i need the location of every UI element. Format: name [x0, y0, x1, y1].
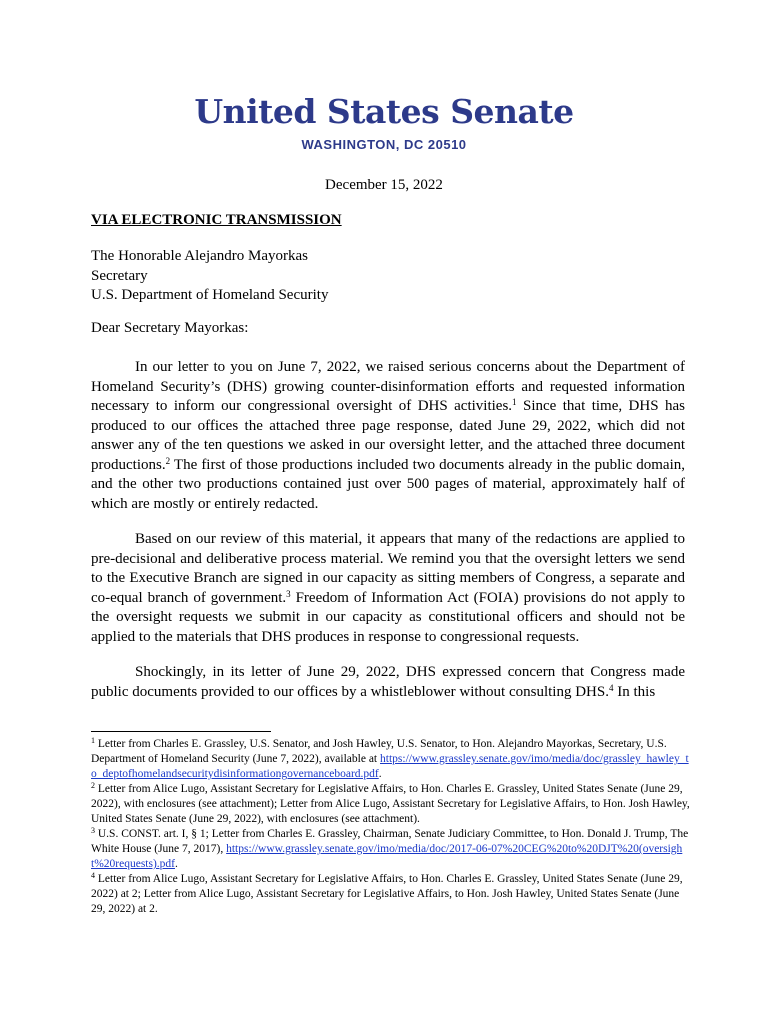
footnote-number: 2 — [91, 781, 95, 790]
footnote-text: Letter from Alice Lugo, Assistant Secretary for Legislative Affairs, to Hon. Charles E. Grassley, United States Senate (June 29, 2022), with enclosures (see attachment); Letter from Alice Lugo, Assistant Secretary for Legislative Affairs, to Hon. Josh Hawley, United States Senate (June 29, 2022), with enclosures (see attachment). — [91, 783, 690, 825]
footnote-ref[interactable]: 1 — [512, 397, 517, 407]
footnote-number: 4 — [91, 871, 95, 880]
footnote-number: 3 — [91, 826, 95, 835]
address-line: Secretary — [91, 267, 148, 284]
footnote-ref[interactable]: 4 — [608, 682, 614, 693]
footnote-number: 1 — [91, 736, 95, 745]
body-paragraph — [91, 530, 685, 647]
footnote-link[interactable]: https://www.grassley.senate.gov/imo/media/doc/2017-06-07%20CEG%20to%20DJT%20(oversight%20requests).pdf — [91, 843, 683, 870]
paragraph-text: Shockingly, in its letter of June 29, 2022, DHS expressed concern that Congress made public documents provided to our offices by a whistleblower without consulting DHS. — [91, 664, 685, 700]
footnote-1 — [91, 737, 691, 782]
footnote-2 — [91, 782, 691, 827]
paragraph-text: Based on our review of this material, it appears that many of the redactions are applied to pre-decisional and deliberative process material. We remind you that the oversight letters we send to the Executive Branch are signed in our capacity as sitting members of Congress, a separate and co-equal branch of government. — [91, 531, 685, 606]
footnote-text: . — [378, 768, 382, 780]
footnote-link[interactable]: https://www.grassley.senate.gov/imo/media/doc/grassley_hawley_to_deptofhomelandsecuritydisinformationgovernanceboard.pdf — [91, 753, 689, 780]
footnote-ref[interactable]: 2 — [165, 455, 171, 466]
paragraph-text: In this — [613, 683, 656, 700]
address-line: The Honorable Alejandro Mayorkas — [91, 248, 309, 264]
footnote-text: U.S. CONST. art. I, § 1; Letter from Charles E. Grassley, Chairman, Senate Judiciary Committee, to Hon. Donald J. Trump, The White House (June 7, 2017), — [91, 828, 689, 855]
footnote-text: Letter from Alice Lugo, Assistant Secretary for Legislative Affairs, to Hon. Charles E. Grassley, United States Senate (June 29, 2022) at 2; Letter from Alice Lugo, Assistant Secretary for Legislative Affairs, to Hon. Josh Hawley, United States Senate (June 29, 2022) at 2. — [91, 873, 683, 915]
paragraph-text: The first of those productions included two documents already in the public domain, and the other two productions contained just over 500 pages of material, approximately half of which are mostly or entirely redacted. — [91, 456, 685, 512]
footnote-text: Letter from Charles E. Grassley, U.S. Senator, and Josh Hawley, U.S. Senator, to Hon. Alejandro Mayorkas, Secretary, U.S. Department of Homeland Security (June 7, 2022), available at — [91, 738, 667, 765]
footnote-ref[interactable]: 3 — [286, 588, 291, 599]
body-paragraph — [91, 663, 685, 702]
footnote-divider — [91, 731, 271, 732]
letter-date: December 15, 2022 — [325, 177, 443, 193]
body-paragraph — [91, 358, 685, 514]
letterhead-subtitle: WASHINGTON, DC 20510 — [301, 137, 467, 152]
recipient-address — [91, 247, 328, 306]
footnotes — [91, 737, 691, 917]
paragraph-text: In our letter to you on June 7, 2022, we raised serious concerns about the Department of Homeland Security’s (DHS) growing counter-disinformation efforts and requested information necessary to inform our congressional oversight of DHS activities. — [91, 359, 685, 414]
paragraph-text: Since that time, DHS has produced to our offices the attached three page response, dated June 29, 2022, which did not answer any of the ten questions we asked in our oversight letter, and the attached three document productions. — [91, 398, 685, 473]
letterhead-title: United States Senate — [194, 92, 574, 131]
transmission-heading: VIA ELECTRONIC TRANSMISSION — [91, 212, 342, 228]
salutation: Dear Secretary Mayorkas: — [91, 320, 249, 336]
footnote-3 — [91, 827, 691, 872]
footnote-text: . — [175, 858, 178, 870]
footnote-4 — [91, 872, 691, 917]
address-line: U.S. Department of Homeland Security — [91, 287, 329, 303]
paragraph-text: Freedom of Information Act (FOIA) provisions do not apply to the oversight requests we submit in our capacity as constitutional officers and should not be applied to the materials that DHS produces in response to congressional requests. — [91, 589, 685, 645]
